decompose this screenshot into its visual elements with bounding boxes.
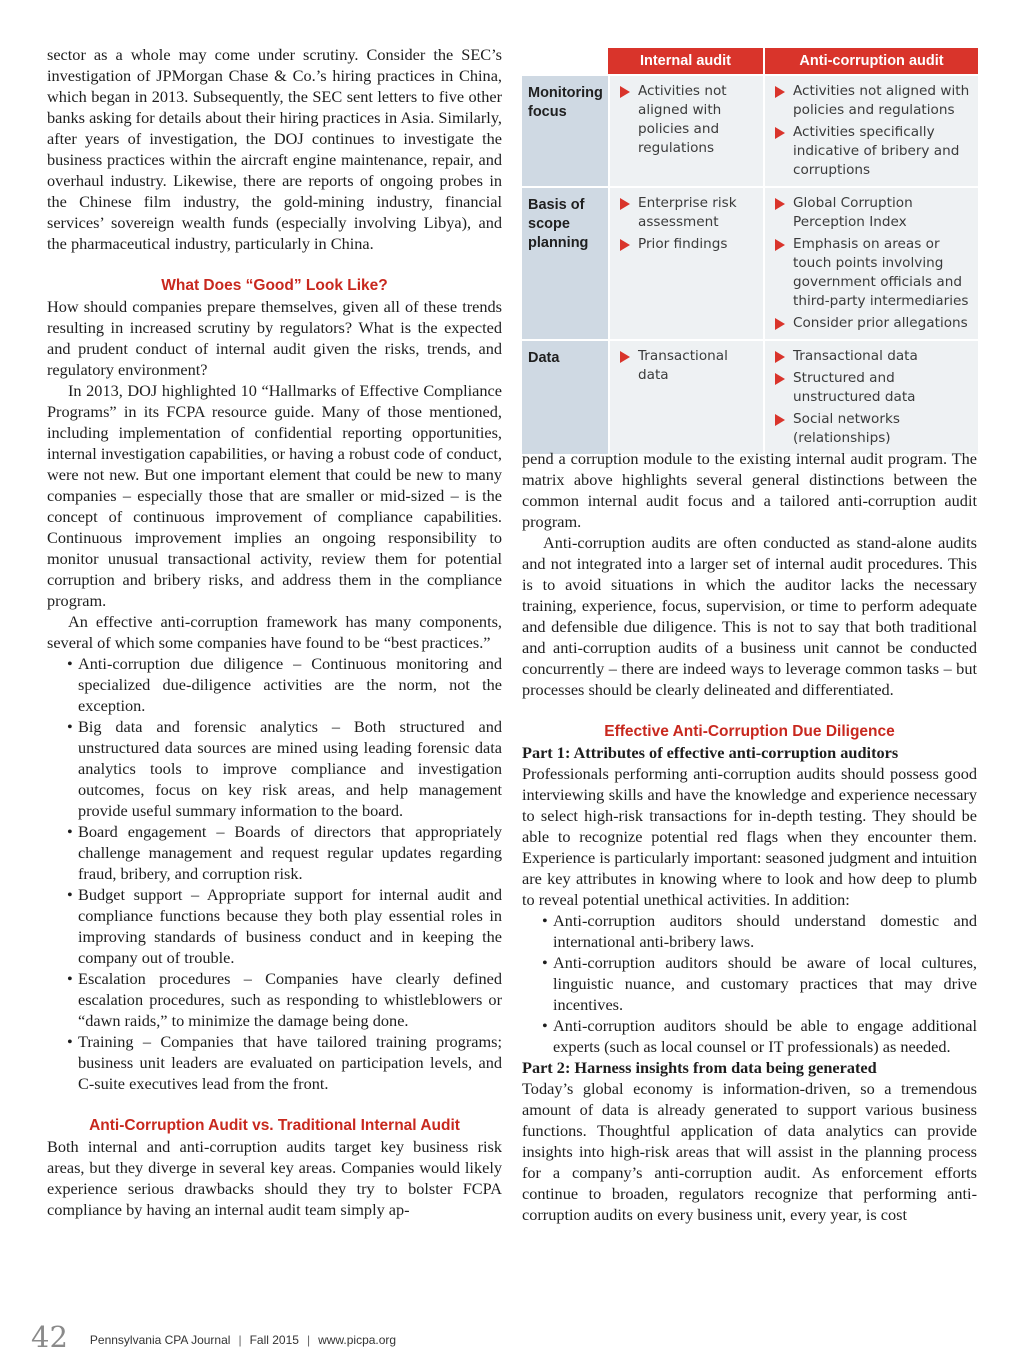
paragraph: Both internal and anti-corruption audits target key business risk areas, but they diverge in several key areas. Companies would likely experience serious drawbacks should they try to bolster FCPA compliance by having an internal audit team simply ap- (47, 1137, 502, 1219)
triangle-bullet-icon (620, 239, 630, 251)
header-internal-audit: Internal audit (608, 48, 763, 74)
internal-cell: Transactional data (608, 341, 765, 454)
table-row (522, 339, 978, 454)
comparison-matrix (522, 48, 978, 454)
website-link[interactable]: www.picpa.org (318, 1333, 397, 1347)
internal-cell: Enterprise risk assessment Prior findings (608, 188, 765, 339)
triangle-bullet-icon (620, 198, 630, 210)
list-item: • Budget support – Appropriate support for internal audit and compliance functions because they both play essential roles in improving standards of business conduct and in keeping the company out of trouble. (67, 885, 502, 967)
anti-cell: Transactional data Structured and unstructured data Social networks (relationships) (765, 341, 978, 454)
paragraph: An effective anti-corruption framework has many components, several of which some companies have found to be “best practices.” (47, 612, 502, 652)
issue-date: Fall 2015 (249, 1333, 299, 1347)
triangle-bullet-icon (775, 86, 785, 98)
section-heading-vs: Anti-Corruption Audit vs. Traditional Internal Audit (89, 1117, 460, 1134)
right-column (522, 448, 977, 1225)
triangle-bullet-icon (775, 127, 785, 139)
list-item: • Anti-corruption auditors should be aware of local cultures, linguistic nuance, and customary practices that may drive incentives. (542, 953, 977, 1014)
triangle-bullet-icon (620, 351, 630, 363)
bullet-glyph: • (67, 654, 73, 673)
part2-heading: Part 2: Harness insights from data being generated (522, 1058, 877, 1077)
page-footer (31, 1318, 396, 1352)
list-item: • Board engagement – Boards of directors that appropriately challenge management and request regular updates regarding fraud, bribery, and corruption risk. (67, 822, 502, 883)
paragraph: Anti-corruption audits are often conducted as stand-alone audits and not integrated into a larger set of internal audit procedures. This is to avoid situations in which the auditor lacks the necessary training, experience, focus, supervision, or time to perform adequate and defensible due diligence. This is not to say that both traditional and anti-corruption audits of a business unit cannot be conducted concurrently – there are indeed ways to leverage common tasks – but processes should be clearly delineated and differentiated. (522, 533, 977, 699)
list-item: • Anti-corruption auditors should be able to engage additional experts (such as local counsel or IT professionals) as needed. (542, 1016, 977, 1056)
header-anti-corruption-audit: Anti-corruption audit (765, 48, 978, 74)
bullet-glyph: • (542, 1016, 548, 1035)
bullet-glyph: • (67, 885, 73, 904)
list-item: • Big data and forensic analytics – Both structured and unstructured data sources are mined using leading forensic data analytics tools to improve compliance and investigation outcomes, focus on key risk areas, and help management provide useful summary information to the board. (67, 717, 502, 820)
bullet-glyph: • (67, 822, 73, 841)
journal-name: Pennsylvania CPA Journal (89, 1333, 231, 1347)
internal-cell: Activities not aligned with policies and regulations (608, 76, 765, 186)
triangle-bullet-icon (620, 86, 630, 98)
page-number: 42 (31, 1320, 68, 1354)
footer-separator: | (238, 1333, 242, 1347)
triangle-bullet-icon (775, 318, 785, 330)
table-row (522, 186, 978, 339)
bullet-glyph: • (542, 911, 548, 930)
section-heading-due-diligence: Effective Anti-Corruption Due Diligence (604, 723, 895, 740)
triangle-bullet-icon (775, 239, 785, 251)
list-item: • Anti-corruption auditors should understand domestic and international anti-bribery laws. (542, 911, 977, 951)
list-item: • Escalation procedures – Companies have clearly defined escalation procedures, such as responding to whistleblowers or “dawn raids,” to minimize the damage being done. (67, 969, 502, 1030)
row-label: Data (522, 341, 608, 454)
row-label: Basis of scope planning (522, 188, 608, 339)
triangle-bullet-icon (775, 373, 785, 385)
section-heading-good: What Does “Good” Look Like? (161, 277, 388, 294)
table-row (522, 74, 978, 186)
anti-cell: Global Corruption Perception Index Emphasis on areas or touch points involving government officials and third-party intermediaries Consider prior allegations (765, 188, 978, 339)
triangle-bullet-icon (775, 198, 785, 210)
list-item: • Anti-corruption due diligence – Continuous monitoring and specialized due-diligence activities are the norm, not the exception. (67, 654, 502, 715)
list-item: • Training – Companies that have tailored training programs; business unit leaders are evaluated on participation levels, and C-suite executives lead from the front. (67, 1032, 502, 1093)
bullet-glyph: • (67, 1032, 73, 1051)
paragraph: How should companies prepare themselves, given all of these trends resulting in increased scrutiny by regulators? What is the expected and prudent conduct of internal audit given the risks, trends, and regulatory environment? (47, 297, 502, 379)
footer-separator: | (306, 1333, 311, 1347)
triangle-bullet-icon (775, 414, 785, 426)
part1-heading: Part 1: Attributes of effective anti-corruption auditors (522, 743, 899, 762)
bullet-glyph: • (67, 717, 73, 736)
bullet-glyph: • (67, 969, 73, 988)
paragraph: Professionals performing anti-corruption audits should possess good interviewing skills and have the knowledge and experience necessary to select high-risk transactions for in-depth testing. They should be able to recognize potential red flags when they encounter them. Experience is particularly important: seasoned judgment and intuition are key attributes in knowing where to look and how deep to plumb to reveal potential unethical activities. In addition: (522, 764, 977, 909)
left-column (47, 44, 502, 1220)
paragraph: pend a corruption module to the existing internal audit program. The matrix above highlights several general distinctions between the common internal audit focus and a tailored anti-corruption audit program. (522, 449, 977, 531)
bullet-glyph: • (542, 953, 548, 972)
paragraph: Today’s global economy is information-driven, so a tremendous amount of data is already generated to support various business functions. Thoughtful application of data analytics can provide insights into high-risk areas that will assist in the planning process for a company’s anti-corruption audit. As enforcement efforts continue to broaden, regulators recognize that performing anti-corruption audits on every business unit, every year, is cost (522, 1079, 977, 1224)
anti-cell: Activities not aligned with policies and regulations Activities specifically indicative of bribery and corruptions (765, 76, 978, 186)
triangle-bullet-icon (775, 351, 785, 363)
matrix-header (522, 48, 978, 74)
paragraph: sector as a whole may come under scrutiny. Consider the SEC’s investigation of JPMorgan Chase & Co.’s hiring practices in China, which began in 2013. Subsequently, the SEC sent letters to five other banks asking for details about their hiring practices in Asia. Similarly, after years of investigation, the DOJ continues to investigate the business practices within the aircraft engine maintenance, repair, and overhaul industry. Likewise, there are reports of ongoing probes in the Chinese film industry, the gold-mining industry, financial services’ sovereign wealth funds (especially involving Libya), and the pharmaceutical industry, particularly in China. (47, 45, 502, 253)
paragraph: In 2013, DOJ highlighted 10 “Hallmarks of Effective Compliance Programs” in its FCPA resource guide. Many of those mentioned, including implementation of confidential reporting opportunities, internal investigation capabilities, or having a robust code of conduct, were not new. But one important element that could be new to many companies – especially those that are smaller or mid-sized – is the concept of continuous improvement of compliance capabilities. Continuous improvement implies an ongoing responsibility to monitor unusual transactional activity, review them for potential corruption and bribery risks, and address them in the compliance program. (47, 381, 502, 610)
row-label: Monitoring focus (522, 76, 608, 186)
